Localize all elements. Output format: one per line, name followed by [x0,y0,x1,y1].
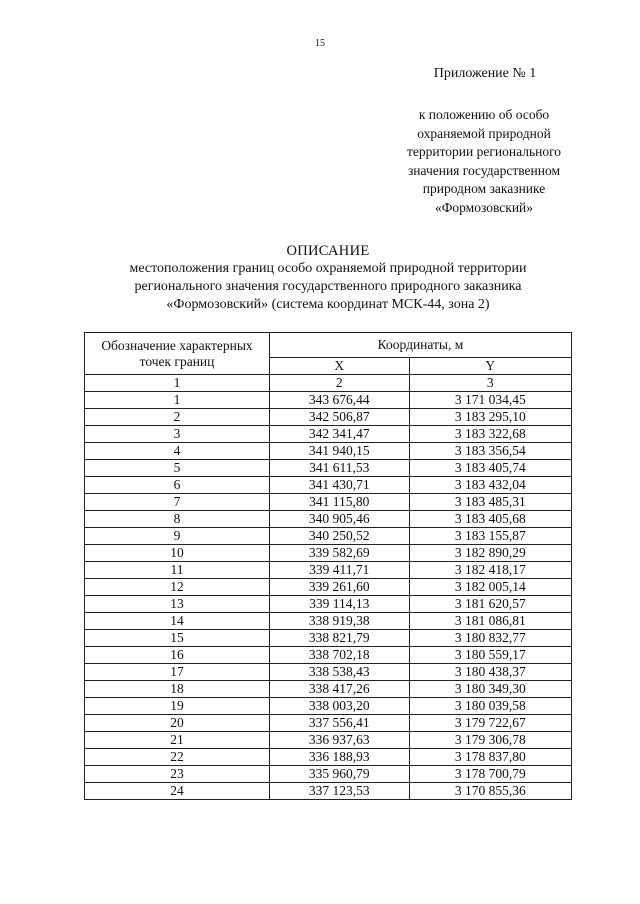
point-number-cell: 21 [85,732,270,749]
point-number-cell: 10 [85,545,270,562]
x-coordinate-cell: 341 115,80 [270,494,410,511]
point-number-cell: 23 [85,766,270,783]
appendix-subtitle-line: охраняемой природной [417,125,551,141]
column-number-row [85,375,572,392]
page-number: 15 [315,38,325,49]
point-number-cell: 20 [85,715,270,732]
x-coordinate-cell: 339 114,13 [270,596,410,613]
y-coordinate-cell: 3 183 322,68 [409,426,571,443]
table-row [85,681,572,698]
x-coordinate-cell: 342 506,87 [270,409,410,426]
x-coordinate-cell: 337 123,53 [270,783,410,800]
x-coordinate-cell: 339 582,69 [270,545,410,562]
table-row [85,596,572,613]
y-coordinate-cell: 3 182 418,17 [409,562,571,579]
x-coordinate-cell: 338 538,43 [270,664,410,681]
y-coordinate-cell: 3 179 722,67 [409,715,571,732]
point-number-cell: 9 [85,528,270,545]
point-number-cell: 22 [85,749,270,766]
table-row [85,426,572,443]
table-row [85,545,572,562]
point-number-cell: 6 [85,477,270,494]
x-coordinate-cell: 338 417,26 [270,681,410,698]
x-coordinate-cell: 335 960,79 [270,766,410,783]
appendix-title: Приложение № 1 [433,66,537,81]
column-number: 2 [270,375,410,392]
table-row [85,409,572,426]
y-coordinate-cell: 3 181 086,81 [409,613,571,630]
y-coordinate-cell: 3 182 890,29 [409,545,571,562]
x-coordinate-cell: 337 556,41 [270,715,410,732]
y-coordinate-cell: 3 171 034,45 [409,392,571,409]
table-row [85,749,572,766]
y-coordinate-cell: 3 178 700,79 [409,766,571,783]
x-coordinate-cell: 338 003,20 [270,698,410,715]
table-row [85,715,572,732]
point-number-cell: 7 [85,494,270,511]
table-row [85,460,572,477]
table-row [85,647,572,664]
appendix-subtitle [386,106,582,217]
y-coordinate-cell: 3 180 832,77 [409,630,571,647]
y-coordinate-cell: 3 183 405,68 [409,511,571,528]
y-coordinate-cell: 3 183 485,31 [409,494,571,511]
table-row [85,511,572,528]
appendix-subtitle-line: значения государственном [407,162,561,178]
table-row [85,664,572,681]
point-number-cell: 2 [85,409,270,426]
x-coordinate-cell: 339 261,60 [270,579,410,596]
y-coordinate-cell: 3 180 349,30 [409,681,571,698]
x-coordinate-cell: 338 919,38 [270,613,410,630]
table-row [85,477,572,494]
point-number-cell: 1 [85,392,270,409]
y-coordinate-cell: 3 183 405,74 [409,460,571,477]
y-coordinate-cell: 3 180 559,17 [409,647,571,664]
y-coordinate-cell: 3 183 155,87 [409,528,571,545]
appendix-subtitle-line: «Формозовский» [434,199,534,215]
table-row [85,562,572,579]
x-coordinate-cell: 342 341,47 [270,426,410,443]
header-coordinates: Координаты, м [270,333,572,358]
x-coordinate-cell: 339 411,71 [270,562,410,579]
table-row [85,732,572,749]
y-coordinate-cell: 3 170 855,36 [409,783,571,800]
appendix-subtitle-line: территории регионального [406,144,562,159]
point-number-cell: 18 [85,681,270,698]
point-number-cell: 15 [85,630,270,647]
x-coordinate-cell: 338 821,79 [270,630,410,647]
x-coordinate-cell: 341 940,15 [270,443,410,460]
table-row [85,630,572,647]
table-row [85,392,572,409]
table-body [85,392,572,800]
table-row [85,613,572,630]
y-coordinate-cell: 3 179 306,78 [409,732,571,749]
coordinates-table [84,332,572,800]
description-heading: ОПИСАНИЕ [286,243,370,259]
point-number-cell: 8 [85,511,270,528]
table-row [85,528,572,545]
table-row [85,579,572,596]
point-number-cell: 11 [85,562,270,579]
y-coordinate-cell: 3 183 295,10 [409,409,571,426]
x-coordinate-cell: 343 676,44 [270,392,410,409]
table-row [85,766,572,783]
header-x: X [270,358,410,375]
x-coordinate-cell: 341 430,71 [270,477,410,494]
table-row [85,443,572,460]
description-block [80,242,576,314]
point-number-cell: 3 [85,426,270,443]
x-coordinate-cell: 340 905,46 [270,511,410,528]
y-coordinate-cell: 3 181 620,57 [409,596,571,613]
x-coordinate-cell: 340 250,52 [270,528,410,545]
y-coordinate-cell: 3 178 837,80 [409,749,571,766]
point-number-cell: 19 [85,698,270,715]
point-number-cell: 12 [85,579,270,596]
x-coordinate-cell: 338 702,18 [270,647,410,664]
header-y: Y [409,358,571,375]
y-coordinate-cell: 3 183 432,04 [409,477,571,494]
description-line: «Формозовский» (система координат МСК-44, зона 2) [166,297,490,312]
column-number: 1 [85,375,270,392]
point-number-cell: 13 [85,596,270,613]
table-row [85,783,572,800]
table-row [85,698,572,715]
point-number-cell: 24 [85,783,270,800]
appendix-subtitle-line: природном заказнике [422,181,546,196]
y-coordinate-cell: 3 183 356,54 [409,443,571,460]
description-line: регионального значения государственного природного заказника [134,279,522,294]
y-coordinate-cell: 3 180 039,58 [409,698,571,715]
point-number-cell: 14 [85,613,270,630]
x-coordinate-cell: 341 611,53 [270,460,410,477]
description-line: местоположения границ особо охраняемой природной территории [129,261,527,276]
x-coordinate-cell: 336 188,93 [270,749,410,766]
table-row [85,494,572,511]
point-number-cell: 17 [85,664,270,681]
y-coordinate-cell: 3 182 005,14 [409,579,571,596]
point-number-cell: 16 [85,647,270,664]
x-coordinate-cell: 336 937,63 [270,732,410,749]
point-number-cell: 5 [85,460,270,477]
y-coordinate-cell: 3 180 438,37 [409,664,571,681]
appendix-subtitle-line: к положению об особо [418,107,550,122]
header-points: Обозначение характерных точек границ [85,333,270,375]
point-number-cell: 4 [85,443,270,460]
column-number: 3 [409,375,571,392]
